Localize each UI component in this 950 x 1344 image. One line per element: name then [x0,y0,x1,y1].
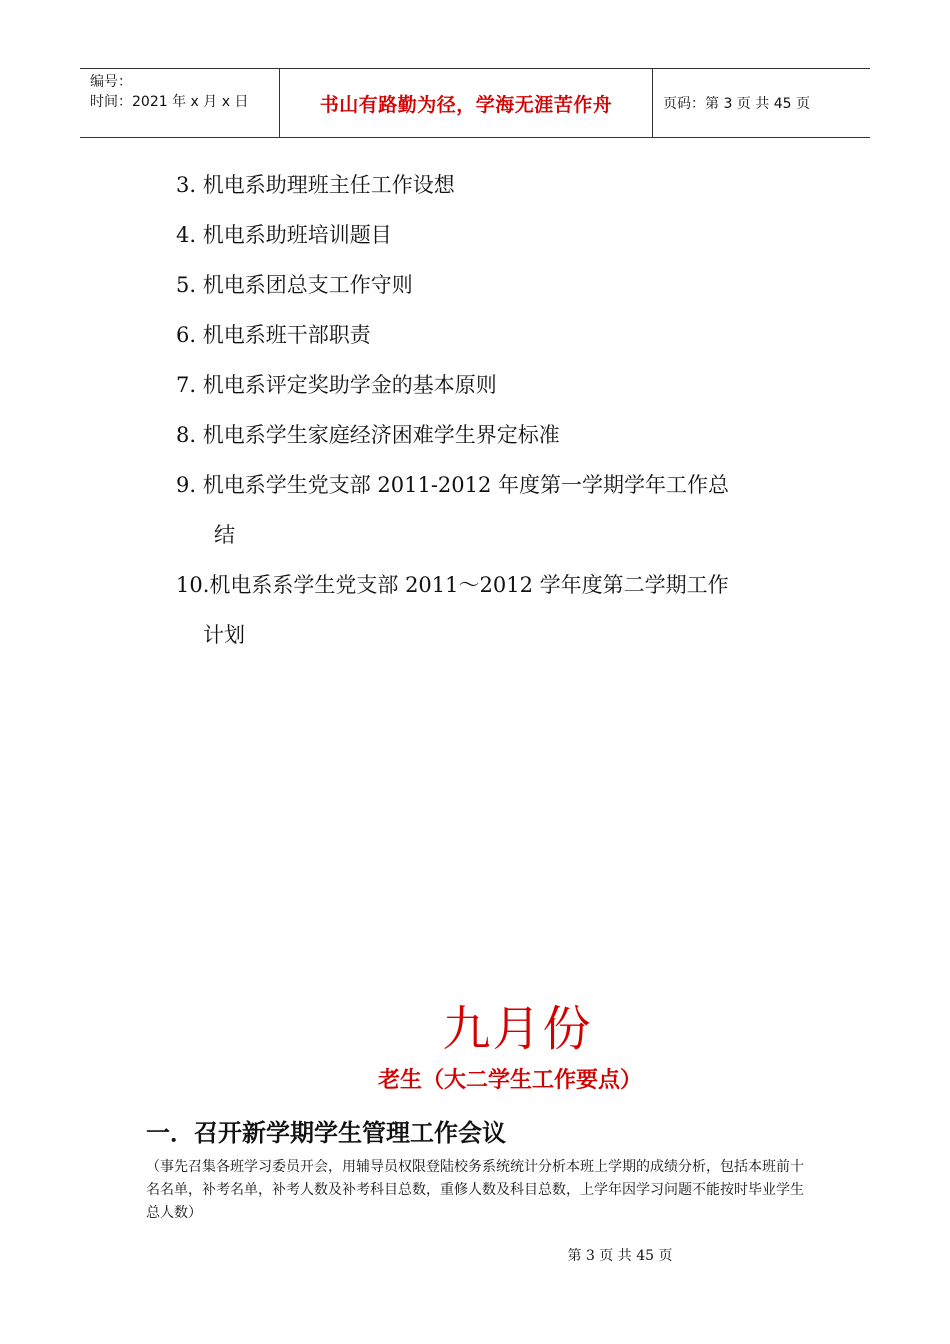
toc-item: 9. 机电系学生党支部 2011-2012 年度第一学期学年工作总 [176,473,730,497]
toc-item-continuation: 计划 [203,623,245,647]
toc-item-continuation: 结 [214,523,235,547]
toc-item: 4. 机电系助班培训题目 [176,223,392,247]
section-heading: 一．召开新学期学生管理工作会议 [146,1119,506,1147]
header-date-label: 时间：2021 年 x 月 x 日 [90,94,249,110]
header-number-label: 编号： [90,74,132,90]
toc-item: 3. 机电系助理班主任工作设想 [176,173,455,197]
month-title: 九月份 [442,1001,593,1057]
toc-item: 10.机电系系学生党支部 2011～2012 学年度第二学期工作 [176,573,729,597]
page-header [80,68,870,138]
header-page-info: 页码：第 3 页 共 45 页 [663,96,810,112]
subtitle: 老生（大二学生工作要点） [377,1068,642,1093]
header-meta [80,69,280,137]
toc-item: 7. 机电系评定奖助学金的基本原则 [176,373,497,397]
table-of-contents [176,160,796,660]
section-note: （事先召集各班学习委员开会，用辅导员权限登陆校务系统统计分析本班上学期的成绩分析，包括本班前十名名单，补考名单，补考人数及补考科目总数，重修人数及科目总数，上学年因学习问题不能按时毕业学生总人数） [146,1159,804,1221]
page-footer: 第 3 页 共 45 页 [567,1248,673,1264]
toc-item: 6. 机电系班干部职责 [176,323,371,347]
toc-item: 5. 机电系团总支工作守则 [176,273,413,297]
toc-item: 8. 机电系学生家庭经济困难学生界定标准 [176,423,560,447]
header-motto: 书山有路勤为径，学海无涯苦作舟 [280,69,653,137]
